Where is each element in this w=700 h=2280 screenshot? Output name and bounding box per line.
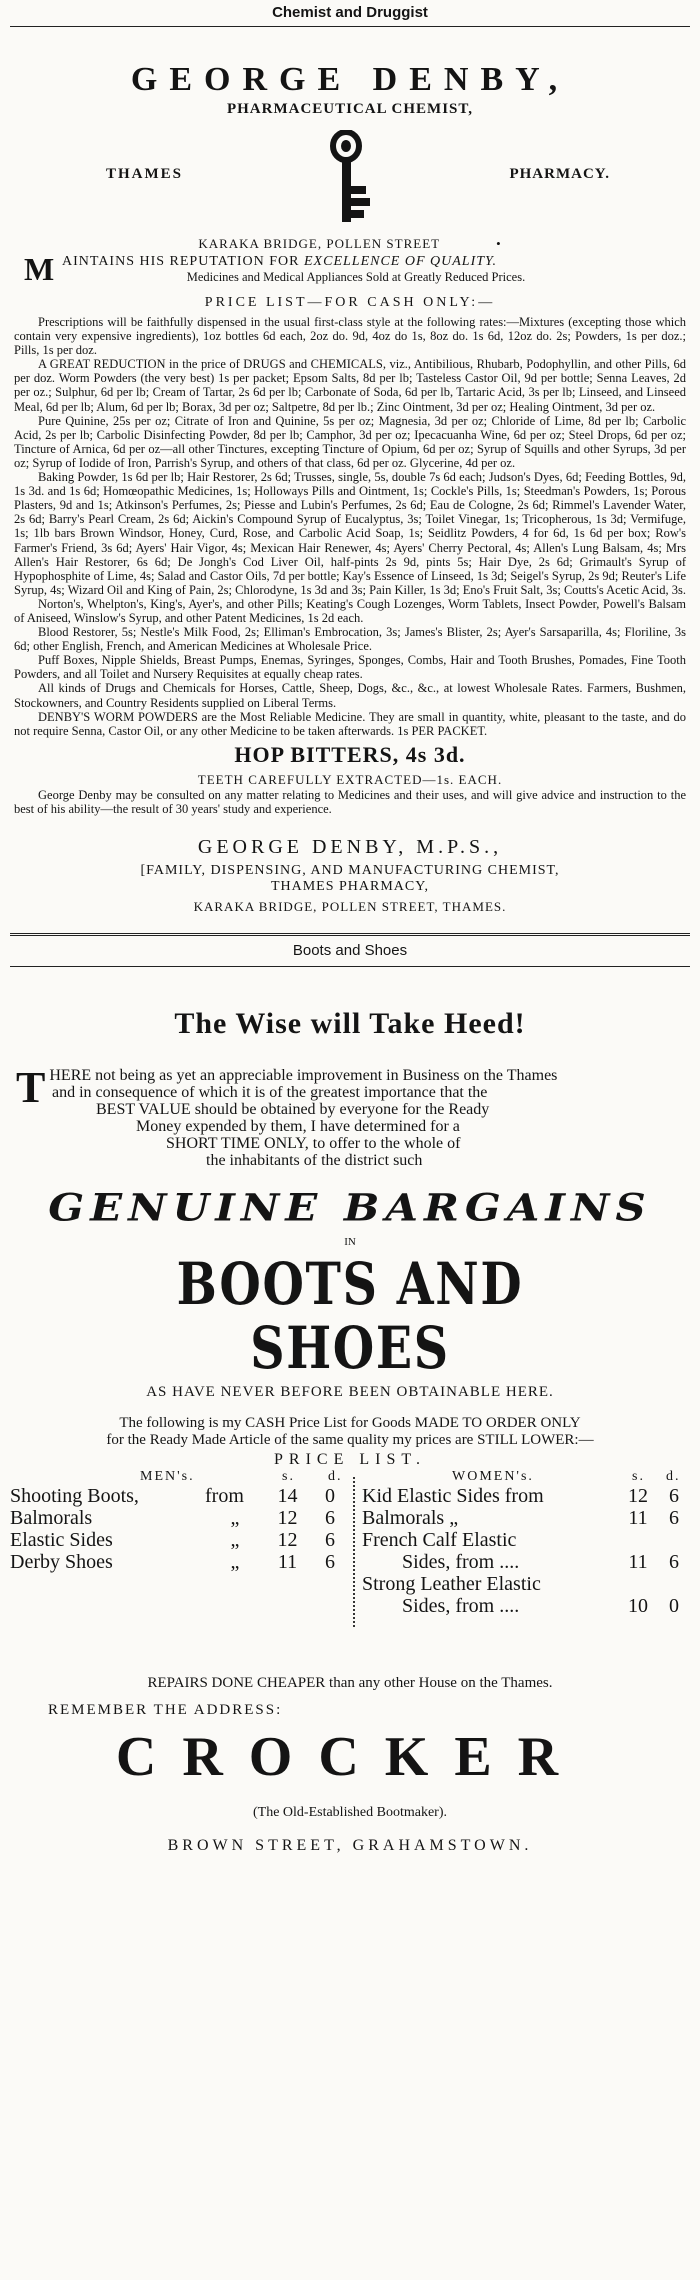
crocker-address: BROWN STREET, GRAHAMSTOWN.	[167, 1837, 533, 1854]
dropcap-t: T	[16, 1063, 46, 1112]
chemist-subtitle: PHARMACEUTICAL CHEMIST,	[226, 101, 474, 117]
womens-s	[618, 1529, 658, 1551]
price-list-title: PRICE LIST.	[274, 1451, 426, 1468]
dropcap-m: M	[24, 251, 55, 287]
footer-line-2: THAMES PHARMACY,	[270, 879, 430, 894]
address-text: KARAKA BRIDGE, POLLEN STREET	[198, 236, 440, 251]
boots-price-tables	[10, 1469, 690, 1665]
womens-item: Strong Leather Elastic	[362, 1573, 541, 1595]
paragraph-pills: Norton's, Whelpton's, King's, Ayer's, and other Pills; Keating's Cough Lozenges, Worm Tablets, Insect Powder, Powell's Balsam of Aniseed, Winslow's Syrup, and other Patent Medicines, 1s 2d each.	[14, 596, 686, 625]
mens-mark: „	[230, 1507, 240, 1529]
intro-line-5: SHORT TIME ONLY, to offer to the whole of	[166, 1135, 461, 1152]
womens-d: 6	[669, 1507, 679, 1529]
womens-d-header: d.	[666, 1469, 681, 1484]
mens-column	[10, 1469, 350, 1573]
thames-label: THAMES	[106, 166, 184, 182]
mens-d: 6	[325, 1551, 335, 1573]
hop-bitters: HOP BITTERS, 4s 3d.	[234, 741, 466, 767]
mens-mark: „	[230, 1529, 240, 1551]
intro-line-6: the inhabitants of the district such	[206, 1152, 423, 1169]
mens-header-row	[10, 1469, 350, 1485]
mens-row	[10, 1507, 350, 1529]
mens-d: 0	[325, 1485, 335, 1507]
mens-mark: „	[230, 1551, 240, 1573]
womens-header-row	[362, 1469, 690, 1485]
cash-lines	[10, 1415, 690, 1449]
old-established: (The Old-Established Bootmaker).	[252, 1805, 447, 1820]
womens-d	[658, 1573, 690, 1595]
intro-line-4: Money expended by them, I have determined for a	[136, 1118, 460, 1135]
womens-item: Balmorals „	[362, 1507, 459, 1529]
womens-s: 12	[628, 1485, 648, 1507]
in-word: IN	[344, 1236, 356, 1248]
crocker-name: CROCKER	[115, 1726, 585, 1788]
womens-s	[618, 1573, 658, 1595]
maintains-text: AINTAINS HIS REPUTATION FOR	[62, 254, 300, 269]
mens-row	[10, 1529, 350, 1551]
womens-item: Kid Elastic Sides from	[362, 1485, 544, 1507]
mens-item: Derby Shoes	[10, 1551, 113, 1573]
mens-s-header: s.	[282, 1469, 295, 1484]
boots-section-title: Boots and Shoes	[10, 936, 690, 967]
excellence-text: EXCELLENCE OF QUALITY.	[304, 254, 498, 269]
mens-header: MEN's.	[140, 1469, 195, 1484]
key-row	[10, 130, 690, 228]
footer-name: GEORGE DENBY, M.P.S.,	[197, 836, 503, 858]
intro-line-3: BEST VALUE should be obtained by everyone for the Ready	[96, 1101, 490, 1118]
maintains-line	[62, 254, 690, 270]
paragraph-quinine: Pure Quinine, 25s per oz; Citrate of Iron and Quinine, 5s per oz; Magnesia, 3d per oz; Chloride of Lime, 8d per lb; Carbolic Acid, 2s per lb; Carbolic Disinfecting Powder, 8d per lb; Camphor, 3d per oz; Ipecacuanha Wine, 6d per oz; Steel Drops, 6d per oz; Tincture of Arnica, 6d per oz—all other Tinctures, excepting Tincture of Opium, 6d per oz; Syrup of Squills and other Syrups, 3d per oz; Syrup of Iodide of Iron, Parrish's Syrup, and others of that class, 6d per oz. Glycerine, 4d per oz.	[14, 413, 686, 470]
womens-item: Sides, from ....	[402, 1551, 520, 1573]
consult-block	[10, 788, 690, 816]
bullet-dot: •	[496, 236, 502, 251]
chemist-section-title: Chemist and Druggist	[10, 0, 690, 27]
mens-table	[10, 1485, 350, 1573]
womens-column	[362, 1469, 690, 1617]
mens-item: Shooting Boots,	[10, 1485, 139, 1507]
womens-d: 6	[669, 1551, 679, 1573]
mens-d: 6	[325, 1529, 335, 1551]
cash-line-2: for the Ready Made Article of the same quality my prices are STILL LOWER:—	[106, 1432, 594, 1448]
womens-d	[658, 1529, 690, 1551]
column-divider	[353, 1477, 355, 1627]
womens-s: 11	[628, 1507, 648, 1529]
chemist-name: GEORGE DENBY,	[130, 61, 570, 98]
cash-line-1: The following is my CASH Price List for Goods MADE TO ORDER ONLY	[119, 1415, 581, 1431]
womens-row	[362, 1573, 690, 1595]
repairs-line: REPAIRS DONE CHEAPER than any other House on the Thames.	[147, 1675, 553, 1691]
mens-d: 6	[325, 1507, 335, 1529]
mens-item: Elastic Sides	[10, 1529, 113, 1551]
mens-s: 12	[277, 1529, 298, 1551]
womens-header: WOMEN's.	[452, 1469, 534, 1484]
intro-line-2: and in consequence of which it is of the greatest importance that the	[52, 1084, 488, 1101]
remember-line: REMEMBER THE ADDRESS:	[48, 1702, 283, 1718]
mens-d-header: d.	[328, 1469, 343, 1484]
mens-row	[10, 1485, 350, 1507]
paragraph-reduction: A GREAT REDUCTION in the price of DRUGS and CHEMICALS, viz., Antibilious, Rhubarb, Podophyllin, and other Pills, 6d per doz. Worm Powders (the very best) 1s per packet; Epsom Salts, 8d per lb; Tasteless Castor Oil, 9d per bottle; Senna Leaves, 2d per oz.; Sulphur, 6d per lb; Cream of Tartar, 2s 6d per lb; Carbonate of Soda, 6d per lb, Tartaric Acid, 3s per lb; Linseed, and Linseed Meal, 6d per lb; Alum, 6d per lb; Borax, 3d per oz; Saltpetre, 8d per lb.; Zinc Ointment, 3d per oz; Healing Ointment, 3d per oz.	[14, 357, 686, 414]
paragraph-prescriptions: Prescriptions will be faithfully dispensed in the usual first-class style at the following rates:—Mixtures (excepting those which contain very expensive ingredients), 1oz bottles 6d each, 2oz do. 9d, 4oz do 1s, 8oz do. 1s 6d, 12oz do. 2s; Powders, 1s per doz.; Pills, 1s per doz.	[14, 315, 686, 358]
paragraph-worm: DENBY'S WORM POWDERS are the Most Reliable Medicine. They are small in quantity, white, pleasant to the taste, and do not require Senna, Castor Oil, or any other Medicine to be taken afterwards. 1s PER PACKET.	[14, 709, 686, 738]
wise-headline: The Wise will Take Heed!	[174, 1007, 526, 1040]
mens-s: 11	[277, 1551, 298, 1573]
pharmacy-label: PHARMACY.	[509, 166, 610, 182]
consult-text: George Denby may be consulted on any matter relating to Medicines and their uses, and will give advice and instruction to the best of his ability—the result of 30 years' study and experience.	[14, 787, 686, 816]
womens-row	[362, 1485, 690, 1507]
teeth-line: TEETH CAREFULLY EXTRACTED—1s. EACH.	[197, 771, 503, 787]
womens-d: 0	[669, 1595, 679, 1617]
womens-row	[362, 1551, 690, 1573]
paragraph-blood: Blood Restorer, 5s; Nestle's Milk Food, 2s; Elliman's Embrocation, 3s; James's Blister, 2s; Ayer's Sarsaparilla, 4s; Floriline, 3s 6d; other English, French, and American Medicines at Wholesale Price.	[14, 625, 686, 654]
price-list-heading: PRICE LIST—FOR CASH ONLY:—	[204, 295, 496, 310]
womens-s-header: s.	[632, 1469, 645, 1484]
genuine-bargains: GENUINE BARGAINS	[48, 1185, 652, 1230]
key-icon	[328, 130, 374, 228]
mens-row	[10, 1551, 350, 1573]
womens-row	[362, 1595, 690, 1617]
intro-line-1: HERE not being as yet an appreciable improvement in Business on the Thames	[49, 1067, 558, 1084]
paragraph-puff: Puff Boxes, Nipple Shields, Breast Pumps, Enemas, Syringes, Sponges, Combs, Hair and Tooth Brushes, Pomades, Fine Tooth Powders, and all Toilet and Nursery Requisites at equally cheap rates.	[14, 653, 686, 682]
footer-line-1: [FAMILY, DISPENSING, AND MANUFACTURING CHEMIST,	[140, 863, 560, 878]
paragraph-horses: All kinds of Drugs and Chemicals for Horses, Cattle, Sheep, Dogs, &c., &c., at lowest Wholesale Rates. Farmers, Bushmen, Stockowners, and Country Residents supplied on Liberal Terms.	[14, 681, 686, 710]
boots-and-shoes: BOOTS AND SHOES	[176, 1250, 524, 1382]
womens-item: French Calf Elastic	[362, 1529, 517, 1551]
womens-row	[362, 1529, 690, 1551]
mens-item: Balmorals	[10, 1507, 93, 1529]
medicines-line: Medicines and Medical Appliances Sold at Greatly Reduced Prices.	[186, 270, 526, 284]
womens-d: 6	[669, 1485, 679, 1507]
maintains-block	[10, 251, 690, 287]
newspaper-page	[10, 0, 690, 2280]
womens-item: Sides, from ....	[402, 1595, 520, 1617]
womens-row	[362, 1507, 690, 1529]
never-before: AS HAVE NEVER BEFORE BEEN OBTAINABLE HERE.	[146, 1384, 554, 1400]
mens-mark: from	[205, 1485, 244, 1507]
intro-block	[10, 1063, 690, 1169]
mens-s: 12	[277, 1507, 298, 1529]
womens-s: 11	[628, 1551, 648, 1573]
womens-table	[362, 1485, 690, 1617]
price-paragraphs	[10, 315, 690, 738]
mens-s: 14	[277, 1485, 298, 1507]
paragraph-baking: Baking Powder, 1s 6d per lb; Hair Restorer, 2s 6d; Trusses, single, 5s, double 7s 6d each; Judson's Dyes, 6d; Feeding Bottles, 9d, 1s 3d. and 1s 6d; Homœopathic Medicines, 1s; Holloways Pills and Ointment, 1s; Cockle's Pills, 1s; Steedman's Powders, 1s; Porous Plasters, 9d and 1s; Atkinson's Perfumes, 2s; Piesse and Lubin's Perfumes, 2s 6d; Eau de Cologne, 2s 6d; Rimmel's Lavender Water, 2s 6d; Barry's Pearl Cream, 2s 6d; Aickin's Compound Syrup of Eucalyptus, 3s; Toilet Vinegar, 1s; Tricopherous, 1s 3d; Vermifuge, 1s; 1lb bars Brown Windsor, Honey, Curd, Rose, and Carbolic Acid Soap, 1s; Seidlitz Powders, 4 for 6d, 1s 6d per box; Row's Farmer's Friend, 3s 6d; Ayers' Hair Vigor, 4s; Mexican Hair Renewer, 4s; Ayers' Cherry Pectoral, 4s; Allen's Lung Balsam, 4s; Mrs Allen's Hair Restorer, 6s 6d; De Jongh's Cod Liver Oil, half-pints 2s 9d, pints 5s; Hair Dye, 2s 6d; Grimault's Syrup of Hypophosphite of Lime, 4s; Salad and Castor Oils, 7d per bottle; Kay's Essence of Linseed, 1s 3d; Seigel's Syrup, 2s 9d; Reuter's Life Syrup, 4s; Wizard Oil and King of Pain, 2s; Chlorodyne, 1s 3d and 3s; Pain Killer, 1s 3d; Eno's Fruit Salt, 3s; Coutts's Acetic Acid, 3s.	[14, 470, 686, 597]
womens-s: 10	[628, 1595, 648, 1617]
chemist-address	[10, 236, 690, 252]
footer-line-3: KARAKA BRIDGE, POLLEN STREET, THAMES.	[193, 899, 507, 914]
